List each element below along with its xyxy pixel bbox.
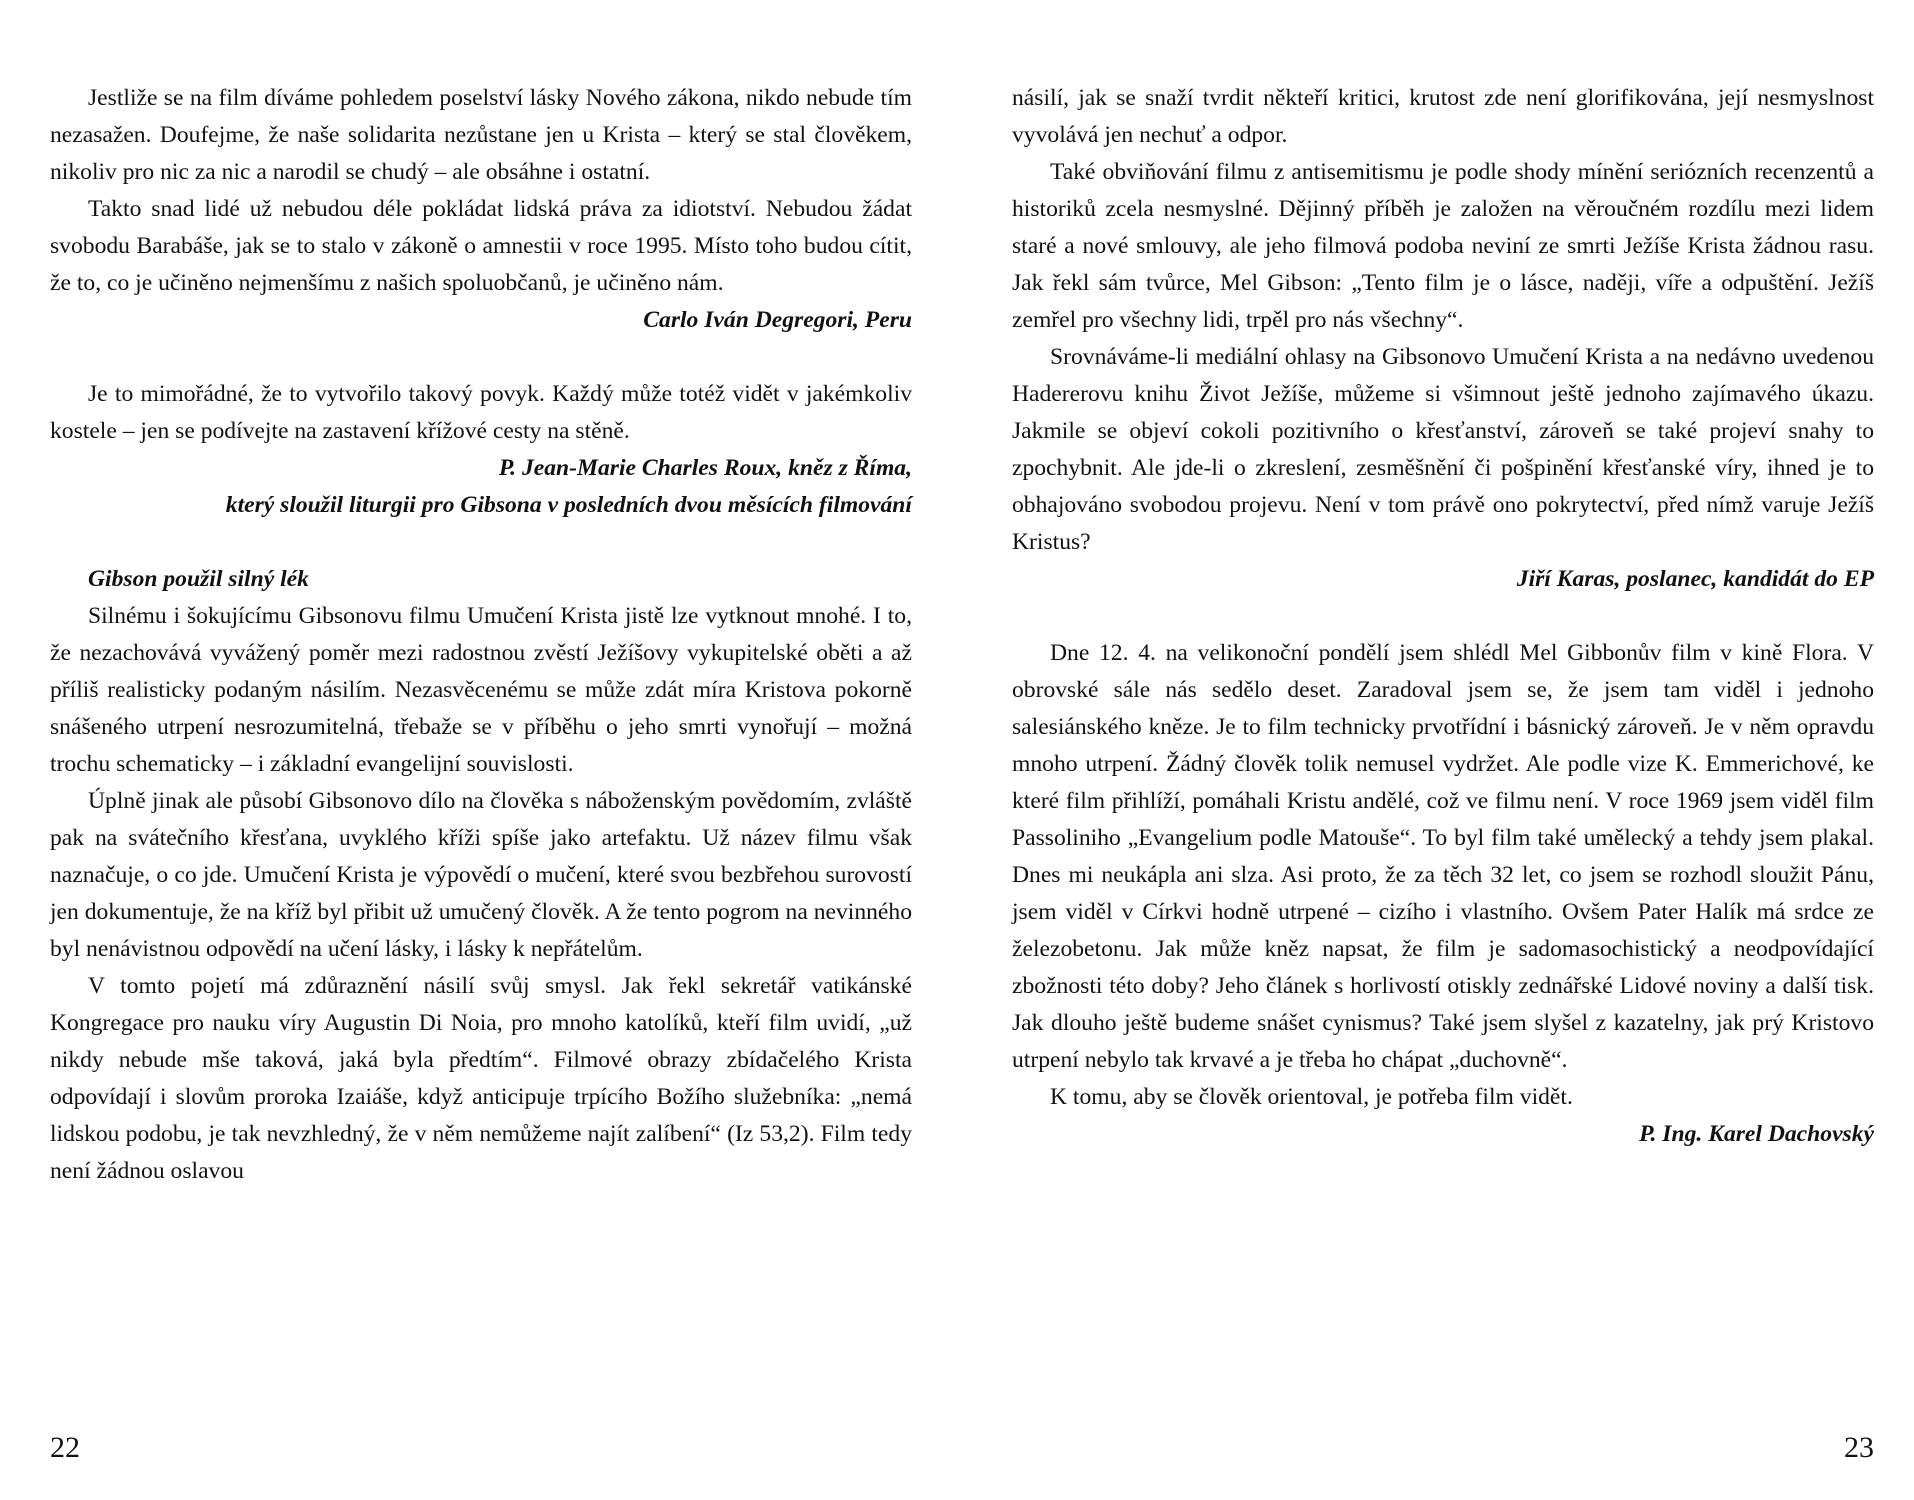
paragraph: násilí, jak se snaží tvrdit někteří kritici, krutost zde není glorifikována, její nesmyslnost vyvolává jen nechuť a odpor. [1012, 85, 1874, 148]
paragraph: Dne 12. 4. na velikonoční pondělí jsem shlédl Mel Gibbonův film v kině Flora. V obrovské sále nás sedělo deset. Zaradoval jsem se, že jsem tam viděl i jednoho salesiánského kněze. Je to film technicky prvotřídní i básnický zároveň. Je v něm opravdu mnoho utrpení. Žádný člověk tolik nemusel vydržet. Ale podle vize K. Emmerichové, ke které film přihlíží, pomáhali Kristu andělé, což ve filmu není. V roce 1969 jsem viděl film Passoliniho „Evangelium podle Matouše“. To byl film také umělecký a tehdy jsem plakal. Dnes mi neukápla ani slza. Asi proto, že za těch 32 let, co jsem se rozhodl sloužit Pánu, jsem viděl v Církvi hodně utrpené – cizího i vlastního. Ovšem Pater Halík má srdce ze železobetonu. Jak může kněz napsat, že film je sadomasochistický a neodpovídající zbožnosti této doby? Jeho článek s horlivostí otiskly zednářské Lidové noviny a další tisk. Jak dlouho ještě budeme snášet cynismus? Také jsem slyšel z kazatelny, jak prý Kristovo utrpení nebylo tak krvavé a je třeba ho chápat „duchovně“. [1012, 640, 1874, 1073]
page-number: 22 [50, 1431, 80, 1464]
left-text-column [50, 80, 912, 1190]
paragraph: Takto snad lidé už nebudou déle pokládat lidská práva za idiotství. Nebudou žádat svobodu Barabáše, jak se to stalo v zákoně o amnestii v roce 1995. Místo toho budou cítit, že to, co je učiněno nejmenšímu z našich spoluobčanů, je učiněno nám. [50, 196, 912, 296]
paragraph: Jestliže se na film díváme pohledem poselství lásky Nového zákona, nikdo nebude tím nezasažen. Doufejme, že naše solidarita nezůstane jen u Krista – který se stal člověkem, nikoliv pro nic za nic a narodil se chudý – ale obsáhne i ostatní. [50, 85, 912, 185]
page-number: 23 [1844, 1431, 1874, 1464]
signature: P. Ing. Karel Dachovský [1639, 1121, 1874, 1147]
right-text-column [1012, 80, 1874, 1153]
paragraph: K tomu, aby se člověk orientoval, je potřeba film vidět. [1050, 1084, 1573, 1110]
signature: Carlo Iván Degregori, Peru [643, 307, 912, 333]
spacer [50, 339, 912, 376]
paragraph: Je to mimořádné, že to vytvořilo takový povyk. Každý může totéž vidět v jakémkoliv kostele – jen se podívejte na zastavení křížové cesty na stěně. [50, 381, 912, 444]
paragraph: Úplně jinak ale působí Gibsonovo dílo na člověka s náboženským povědomím, zvláště pak na svátečního křesťana, uvyklého kříži spíše jako artefaktu. Už název filmu však naznačuje, o co jde. Umučení Krista je výpovědí o mučení, které svou bezbřehou surovostí jen dokumentuje, že na kříž byl přibit už umučený člověk. A že tento pogrom na nevinného byl nenávistnou odpovědí na učení lásky, i lásky k nepřátelům. [50, 788, 912, 962]
paragraph: Také obviňování filmu z antisemitismu je podle shody mínění seriózních recenzentů a historiků zcela nesmyslné. Dějinný příběh je založen na věroučném rozdílu mezi lidem staré a nové smlouvy, ale jeho filmová podoba neviní ze smrti Ježíše Krista žádnou rasu. Jak řekl sám tvůrce, Mel Gibson: „Tento film je o lásce, naději, víře a odpuštění. Ježíš zemřel pro všechny lidi, trpěl pro nás všechny“. [1012, 159, 1874, 333]
paragraph: V tomto pojetí má zdůraznění násilí svůj smysl. Jak řekl sekretář vatikánské Kongregace pro nauku víry Augustin Di Noia, pro mnoho katolíků, kteří film uvidí, „už nikdy nebude mše taková, jaká byla předtím“. Filmové obrazy zbídačelého Krista odpovídají i slovům proroka Izaiáše, když anticipuje trpícího Božího služebníka: „nemá lidskou podobu, je tak nevzhledný, že v něm nemůžeme najít zalíbení“ (Iz 53,2). Film tedy není žádnou oslavou [50, 973, 912, 1184]
spacer [50, 524, 912, 561]
signature: Jiří Karas, poslanec, kandidát do EP [1516, 566, 1874, 592]
signature: který sloužil liturgii pro Gibsona v posledních dvou měsících filmování [225, 492, 912, 518]
paragraph: Silnému i šokujícímu Gibsonovu filmu Umučení Krista jistě lze vytknout mnohé. I to, že nezachovává vyvážený poměr mezi radostnou zvěstí Ježíšovy vykupitelské oběti a až příliš realisticky podaným násilím. Nezasvěcenému se může zdát míra Kristova pokorně snášeného utrpení nesrozumitelná, třebaže se v příběhu o jeho smrti vynořují – možná trochu schematicky – i základní evangelijní souvislosti. [50, 603, 912, 777]
paragraph: Srovnáváme-li mediální ohlasy na Gibsonovo Umučení Krista a na nedávno uvedenou Hadererovu knihu Život Ježíše, můžeme si všimnout ještě jednoho zajímavého úkazu. Jakmile se objeví cokoli pozitivního o křesťanství, zároveň se také projeví snahy to zpochybnit. Ale jde-li o zkreslení, zesměšnění či pošpinění křesťanské víry, ihned je to obhajováno svobodou projevu. Není v tom právě ono pokrytectví, před nímž varuje Ježíš Kristus? [1012, 344, 1874, 555]
left-page [50, 0, 912, 1500]
signature: P. Jean-Marie Charles Roux, kněz z Říma, [498, 455, 912, 481]
spacer [1012, 598, 1874, 635]
section-heading: Gibson použil silný lék [88, 566, 309, 592]
right-page [1012, 0, 1874, 1500]
